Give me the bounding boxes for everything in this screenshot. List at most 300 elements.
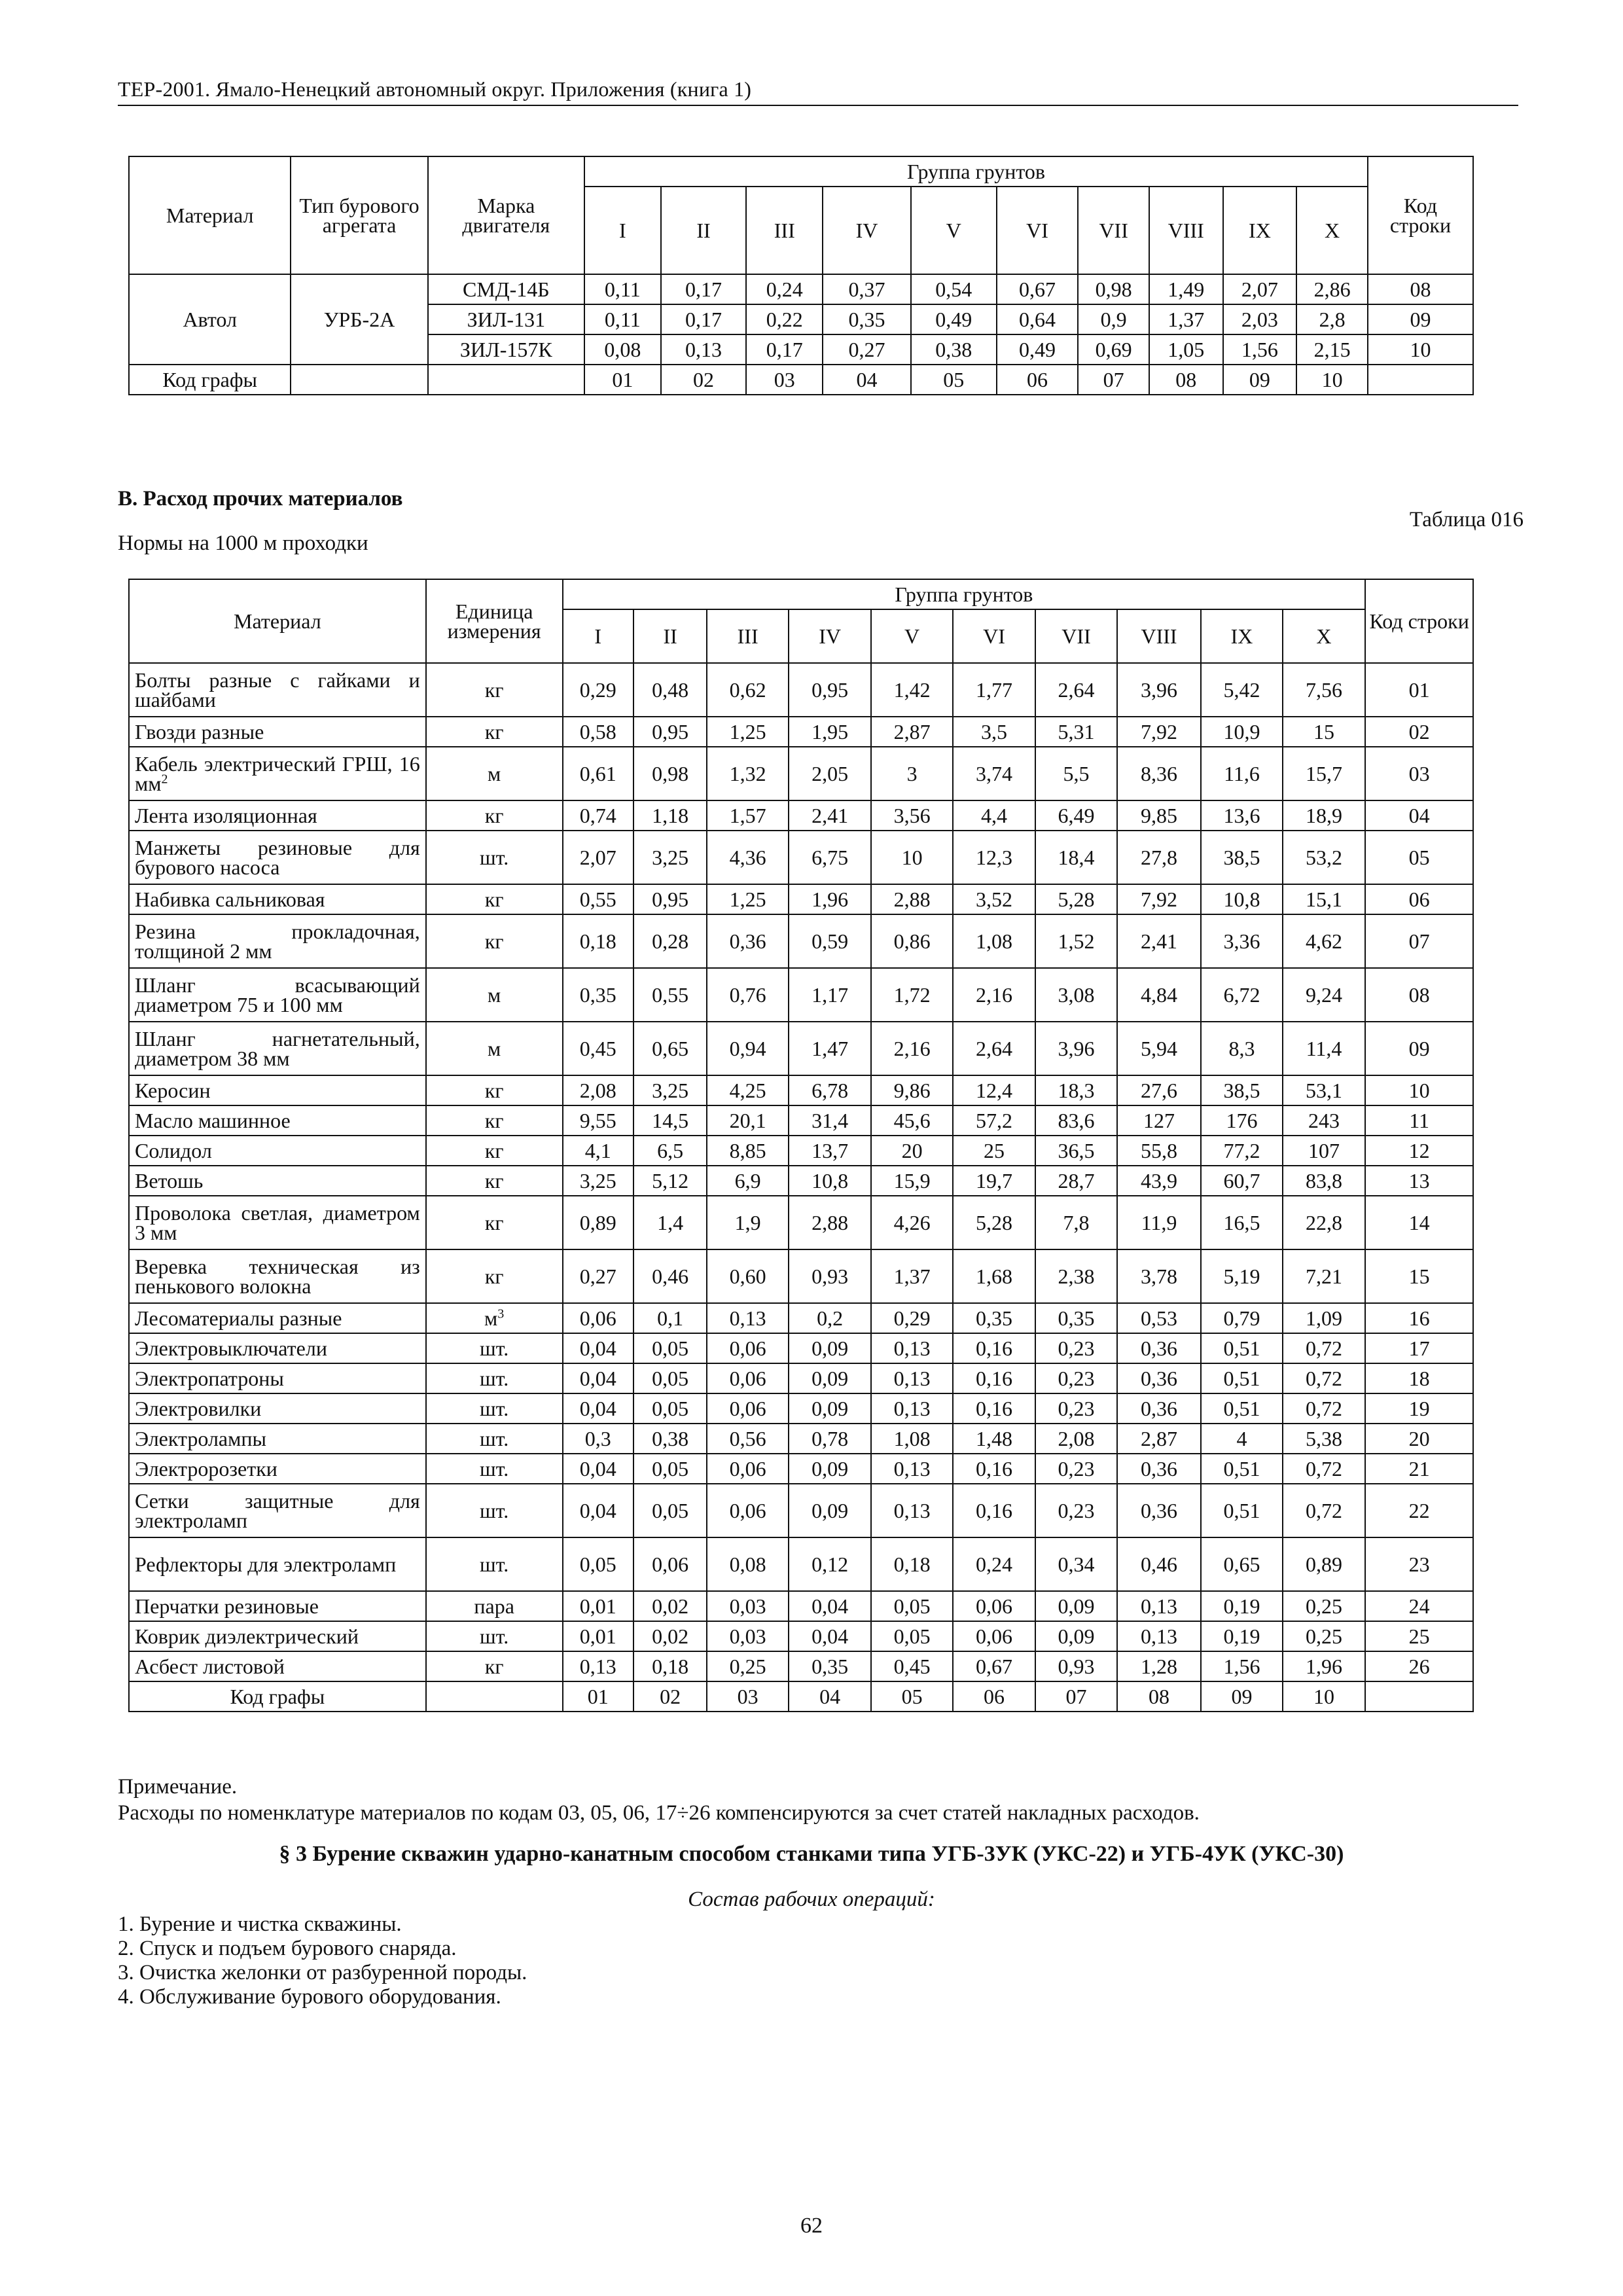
value-cell: 77,2 — [1201, 1136, 1282, 1166]
material-name-cell — [129, 1363, 426, 1393]
value-cell: 1,9 — [707, 1196, 788, 1249]
material-name: Электролампы — [135, 1427, 266, 1450]
column-code-cell: 02 — [633, 1681, 707, 1712]
column-code-cell: 04 — [823, 365, 911, 395]
material-name: Перчатки резиновые — [135, 1594, 319, 1618]
value-cell: 83,6 — [1035, 1105, 1116, 1136]
value-cell: 12,3 — [953, 831, 1035, 884]
value-cell: 0,12 — [789, 1537, 871, 1591]
value-cell: 0,01 — [563, 1591, 633, 1621]
table-row — [129, 1075, 1473, 1105]
value-cell: 5,28 — [1035, 884, 1116, 914]
unit-text: м — [488, 762, 501, 785]
material-name: Лесоматериалы разные — [135, 1306, 342, 1330]
value-cell: 0,51 — [1201, 1333, 1282, 1363]
group-6-header: VI — [997, 187, 1079, 274]
value-cell: 45,6 — [871, 1105, 952, 1136]
value-cell: 0,23 — [1035, 1363, 1116, 1393]
value-cell: 1,18 — [633, 800, 707, 831]
footer-label: Код графы — [129, 1681, 426, 1712]
material-name: Гвозди разные — [135, 720, 264, 744]
row-code-cell: 16 — [1365, 1303, 1473, 1333]
value-cell: 36,5 — [1035, 1136, 1116, 1166]
material-cell: Автол — [129, 274, 291, 365]
value-cell: 7,92 — [1117, 884, 1201, 914]
material-name: Электропатроны — [135, 1367, 284, 1390]
table-row — [129, 1393, 1473, 1424]
material-name: Электровыключатели — [135, 1336, 327, 1360]
row-code-cell: 14 — [1365, 1196, 1473, 1249]
table-row — [129, 1651, 1473, 1681]
value-cell: 1,47 — [789, 1022, 871, 1075]
group-3-header: III — [707, 609, 788, 663]
unit-text: кг — [484, 1109, 504, 1132]
table-row — [129, 1333, 1473, 1363]
table-row — [129, 1537, 1473, 1591]
row-code-cell: 03 — [1365, 747, 1473, 800]
material-name-cell — [129, 1454, 426, 1484]
value-cell: 0,74 — [563, 800, 633, 831]
value-cell: 0,61 — [563, 747, 633, 800]
unit-cell — [426, 884, 563, 914]
value-cell: 0,18 — [633, 1651, 707, 1681]
note-text: Расходы по номенклатуре материалов по кодам 03, 05, 06, 17÷26 компенсируются за счет статей накладных расходов. — [118, 1801, 1200, 1825]
value-cell: 0,08 — [707, 1537, 788, 1591]
value-cell: 0,36 — [1117, 1454, 1201, 1484]
row-code-cell: 13 — [1365, 1166, 1473, 1196]
row-code-cell: 08 — [1368, 274, 1473, 304]
column-code-cell: 04 — [789, 1681, 871, 1712]
value-cell: 0,06 — [707, 1393, 788, 1424]
table-row — [129, 1621, 1473, 1651]
value-cell: 18,4 — [1035, 831, 1116, 884]
column-code-cell: 06 — [953, 1681, 1035, 1712]
value-cell: 1,96 — [1283, 1651, 1366, 1681]
row-code-cell: 22 — [1365, 1484, 1473, 1537]
value-cell: 1,48 — [953, 1424, 1035, 1454]
value-cell: 0,13 — [563, 1651, 633, 1681]
col-code-header: Код строки — [1365, 579, 1473, 663]
value-cell: 0,06 — [707, 1454, 788, 1484]
value-cell: 0,36 — [1117, 1363, 1201, 1393]
group-2-header: II — [633, 609, 707, 663]
value-cell: 0,79 — [1201, 1303, 1282, 1333]
value-cell: 0,72 — [1283, 1454, 1366, 1484]
group-4-header: IV — [789, 609, 871, 663]
col-unit-type-header: Тип бурового агрегата — [291, 156, 427, 274]
value-cell: 11,4 — [1283, 1022, 1366, 1075]
value-cell: 31,4 — [789, 1105, 871, 1136]
value-cell: 2,15 — [1296, 334, 1368, 365]
material-name-cell — [129, 884, 426, 914]
value-cell: 0,46 — [1117, 1537, 1201, 1591]
value-cell: 0,05 — [633, 1333, 707, 1363]
value-cell: 0,65 — [633, 1022, 707, 1075]
value-cell: 0,05 — [633, 1363, 707, 1393]
column-code-cell: 03 — [707, 1681, 788, 1712]
unit-cell — [426, 831, 563, 884]
engine-cell: СМД-14Б — [428, 274, 584, 304]
value-cell: 0,48 — [633, 663, 707, 717]
group-5-header: V — [911, 187, 997, 274]
value-cell: 15 — [1283, 717, 1366, 747]
value-cell: 0,06 — [563, 1303, 633, 1333]
row-code-cell: 20 — [1365, 1424, 1473, 1454]
group-header: Группа грунтов — [563, 579, 1366, 609]
table-row — [129, 663, 1473, 717]
group-7-header: VII — [1078, 187, 1149, 274]
row-code-cell: 12 — [1365, 1136, 1473, 1166]
value-cell: 0,19 — [1201, 1621, 1282, 1651]
column-code-cell: 10 — [1296, 365, 1368, 395]
material-name-cell — [129, 1249, 426, 1303]
column-code-cell: 05 — [911, 365, 997, 395]
value-cell: 5,42 — [1201, 663, 1282, 717]
value-cell: 0,09 — [789, 1484, 871, 1537]
material-name: Кабель электрический ГРШ, 16 мм — [135, 752, 420, 795]
group-header: Группа грунтов — [584, 156, 1368, 187]
material-name: Шланг нагнетательный, диаметром 38 мм — [135, 1027, 420, 1070]
value-cell: 1,32 — [707, 747, 788, 800]
unit-text: м — [484, 1306, 498, 1330]
row-code-cell: 25 — [1365, 1621, 1473, 1651]
value-cell: 11,9 — [1117, 1196, 1201, 1249]
running-header: ТЕР-2001. Ямало-Ненецкий автономный округ. Приложения (книга 1) — [118, 77, 752, 101]
table-row — [129, 1166, 1473, 1196]
value-cell: 2,41 — [789, 800, 871, 831]
value-cell: 0,25 — [1283, 1591, 1366, 1621]
unit-cell — [426, 1166, 563, 1196]
value-cell: 7,21 — [1283, 1249, 1366, 1303]
value-cell: 3,74 — [953, 747, 1035, 800]
value-cell: 0,67 — [953, 1651, 1035, 1681]
material-name-cell — [129, 1591, 426, 1621]
value-cell: 6,72 — [1201, 968, 1282, 1022]
value-cell: 5,31 — [1035, 717, 1116, 747]
value-cell: 0,16 — [953, 1333, 1035, 1363]
value-cell: 0,13 — [661, 334, 747, 365]
value-cell: 9,85 — [1117, 800, 1201, 831]
col-code-header: Код строки — [1368, 156, 1473, 274]
value-cell: 0,69 — [1078, 334, 1149, 365]
value-cell: 0,13 — [707, 1303, 788, 1333]
value-cell: 83,8 — [1283, 1166, 1366, 1196]
unit-cell — [426, 717, 563, 747]
row-code-cell: 11 — [1365, 1105, 1473, 1136]
value-cell: 0,95 — [633, 717, 707, 747]
group-7-header: VII — [1035, 609, 1116, 663]
table-row — [129, 914, 1473, 968]
unit-cell — [426, 1022, 563, 1075]
value-cell: 0,13 — [1117, 1621, 1201, 1651]
value-cell: 0,62 — [707, 663, 788, 717]
row-code-cell: 08 — [1365, 968, 1473, 1022]
unit-cell — [426, 1651, 563, 1681]
value-cell: 0,95 — [633, 884, 707, 914]
group-1-header: I — [563, 609, 633, 663]
unit-cell — [426, 1303, 563, 1333]
value-cell: 1,28 — [1117, 1651, 1201, 1681]
unit-text: кг — [484, 888, 504, 911]
row-code-cell: 09 — [1365, 1022, 1473, 1075]
value-cell: 53,2 — [1283, 831, 1366, 884]
value-cell: 0,89 — [563, 1196, 633, 1249]
row-code-cell: 07 — [1365, 914, 1473, 968]
value-cell: 0,49 — [997, 334, 1079, 365]
footer-empty — [1365, 1681, 1473, 1712]
value-cell: 2,07 — [1223, 274, 1297, 304]
value-cell: 0,38 — [633, 1424, 707, 1454]
value-cell: 0,98 — [1078, 274, 1149, 304]
row-code-cell: 15 — [1365, 1249, 1473, 1303]
unit-cell — [426, 663, 563, 717]
value-cell: 6,9 — [707, 1166, 788, 1196]
material-name-cell — [129, 1303, 426, 1333]
value-cell: 0,03 — [707, 1621, 788, 1651]
engine-cell: ЗИЛ-157К — [428, 334, 584, 365]
value-cell: 2,87 — [1117, 1424, 1201, 1454]
unit-cell — [426, 1196, 563, 1249]
value-cell: 4 — [1201, 1424, 1282, 1454]
value-cell: 1,05 — [1149, 334, 1223, 365]
value-cell: 0,55 — [563, 884, 633, 914]
group-2-header: II — [661, 187, 747, 274]
value-cell: 0,49 — [911, 304, 997, 334]
value-cell: 0,72 — [1283, 1393, 1366, 1424]
value-cell: 0,23 — [1035, 1333, 1116, 1363]
material-name-cell — [129, 1393, 426, 1424]
value-cell: 0,55 — [633, 968, 707, 1022]
table-row — [129, 1591, 1473, 1621]
value-cell: 1,37 — [1149, 304, 1223, 334]
table-row — [129, 1105, 1473, 1136]
value-cell: 0,06 — [707, 1333, 788, 1363]
unit-cell — [426, 1591, 563, 1621]
material-name-cell — [129, 1651, 426, 1681]
material-name: Керосин — [135, 1079, 211, 1102]
group-1-header: I — [584, 187, 661, 274]
material-name-cell — [129, 1196, 426, 1249]
norms-caption: Нормы на 1000 м проходки — [118, 531, 368, 555]
value-cell: 0,04 — [563, 1484, 633, 1537]
footer-empty — [428, 365, 584, 395]
value-cell: 4,4 — [953, 800, 1035, 831]
value-cell: 5,38 — [1283, 1424, 1366, 1454]
value-cell: 28,7 — [1035, 1166, 1116, 1196]
value-cell: 0,23 — [1035, 1454, 1116, 1484]
value-cell: 0,2 — [789, 1303, 871, 1333]
row-code-cell: 01 — [1365, 663, 1473, 717]
value-cell: 0,93 — [1035, 1651, 1116, 1681]
value-cell: 0,35 — [1035, 1303, 1116, 1333]
value-cell: 2,03 — [1223, 304, 1297, 334]
value-cell: 6,78 — [789, 1075, 871, 1105]
value-cell: 107 — [1283, 1136, 1366, 1166]
value-cell: 15,7 — [1283, 747, 1366, 800]
value-cell: 0,13 — [871, 1363, 952, 1393]
value-cell: 6,5 — [633, 1136, 707, 1166]
operations-title: Состав рабочих операций: — [688, 1888, 935, 1911]
value-cell: 1,25 — [707, 884, 788, 914]
value-cell: 0,06 — [953, 1591, 1035, 1621]
value-cell: 25 — [953, 1136, 1035, 1166]
value-cell: 6,75 — [789, 831, 871, 884]
value-cell: 38,5 — [1201, 1075, 1282, 1105]
footer-empty — [426, 1681, 563, 1712]
value-cell: 176 — [1201, 1105, 1282, 1136]
material-name-cell — [129, 1105, 426, 1136]
unit-text: шт. — [480, 1397, 509, 1420]
value-cell: 5,5 — [1035, 747, 1116, 800]
value-cell: 0,45 — [871, 1651, 952, 1681]
value-cell: 7,92 — [1117, 717, 1201, 747]
unit-text: кг — [484, 1211, 504, 1234]
unit-text: кг — [484, 804, 504, 827]
value-cell: 3,96 — [1035, 1022, 1116, 1075]
value-cell: 0,18 — [871, 1537, 952, 1591]
value-cell: 10,9 — [1201, 717, 1282, 747]
value-cell: 60,7 — [1201, 1166, 1282, 1196]
material-name: Масло машинное — [135, 1109, 291, 1132]
value-cell: 3,78 — [1117, 1249, 1201, 1303]
value-cell: 8,85 — [707, 1136, 788, 1166]
superscript: 2 — [161, 772, 168, 787]
value-cell: 0,9 — [1078, 304, 1149, 334]
value-cell: 0,04 — [563, 1363, 633, 1393]
group-6-header: VI — [953, 609, 1035, 663]
material-name-cell — [129, 1022, 426, 1075]
operations-list — [118, 1912, 527, 2009]
value-cell: 0,13 — [871, 1393, 952, 1424]
value-cell: 0,72 — [1283, 1363, 1366, 1393]
material-name: Сетки защитные для электроламп — [135, 1489, 420, 1532]
row-code-cell: 19 — [1365, 1393, 1473, 1424]
header-rule — [118, 105, 1518, 106]
lubricant-table — [128, 156, 1474, 395]
value-cell: 0,27 — [823, 334, 911, 365]
unit-type-cell: УРБ-2А — [291, 274, 427, 365]
value-cell: 3 — [871, 747, 952, 800]
table-row — [129, 1363, 1473, 1393]
value-cell: 0,04 — [563, 1454, 633, 1484]
unit-cell — [426, 1484, 563, 1537]
material-name-cell — [129, 1621, 426, 1651]
value-cell: 0,16 — [953, 1454, 1035, 1484]
value-cell: 27,6 — [1117, 1075, 1201, 1105]
value-cell: 43,9 — [1117, 1166, 1201, 1196]
unit-cell — [426, 968, 563, 1022]
value-cell: 1,37 — [871, 1249, 952, 1303]
material-name: Лента изоляционная — [135, 804, 317, 827]
table-row — [129, 1303, 1473, 1333]
materials-table — [128, 579, 1474, 1712]
group-9-header: IX — [1201, 609, 1282, 663]
value-cell: 2,16 — [871, 1022, 952, 1075]
col-material-header: Материал — [129, 156, 291, 274]
value-cell: 5,12 — [633, 1166, 707, 1196]
material-name-cell — [129, 1136, 426, 1166]
note-label: Примечание. — [118, 1775, 238, 1799]
unit-cell — [426, 1075, 563, 1105]
value-cell: 0,53 — [1117, 1303, 1201, 1333]
value-cell: 0,13 — [1117, 1591, 1201, 1621]
value-cell: 0,09 — [789, 1333, 871, 1363]
value-cell: 5,94 — [1117, 1022, 1201, 1075]
table-row — [129, 1454, 1473, 1484]
material-name: Набивка сальниковая — [135, 888, 325, 911]
value-cell: 0,09 — [1035, 1591, 1116, 1621]
value-cell: 15,1 — [1283, 884, 1366, 914]
table-row — [129, 1484, 1473, 1537]
value-cell: 2,41 — [1117, 914, 1201, 968]
unit-text: кг — [484, 1169, 504, 1193]
value-cell: 0,95 — [789, 663, 871, 717]
unit-text: м — [488, 1037, 501, 1060]
column-code-cell: 03 — [746, 365, 823, 395]
value-cell: 0,38 — [911, 334, 997, 365]
operation-item: 3. Очистка желонки от разбуренной породы. — [118, 1961, 527, 1984]
value-cell: 9,86 — [871, 1075, 952, 1105]
value-cell: 0,08 — [584, 334, 661, 365]
value-cell: 16,5 — [1201, 1196, 1282, 1249]
unit-text: кг — [484, 929, 504, 953]
value-cell: 4,26 — [871, 1196, 952, 1249]
value-cell: 4,36 — [707, 831, 788, 884]
value-cell: 3,5 — [953, 717, 1035, 747]
value-cell: 0,51 — [1201, 1454, 1282, 1484]
material-name-cell — [129, 968, 426, 1022]
footer-label: Код графы — [129, 365, 291, 395]
value-cell: 4,25 — [707, 1075, 788, 1105]
value-cell: 0,09 — [789, 1363, 871, 1393]
value-cell: 0,28 — [633, 914, 707, 968]
value-cell: 8,3 — [1201, 1022, 1282, 1075]
value-cell: 0,16 — [953, 1393, 1035, 1424]
value-cell: 57,2 — [953, 1105, 1035, 1136]
unit-text: шт. — [480, 1457, 509, 1480]
value-cell: 1,57 — [707, 800, 788, 831]
material-name: Асбест листовой — [135, 1655, 285, 1678]
unit-text: шт. — [480, 1427, 509, 1450]
material-name: Солидол — [135, 1139, 212, 1162]
value-cell: 0,29 — [563, 663, 633, 717]
unit-text: пара — [474, 1594, 514, 1618]
material-name-cell — [129, 831, 426, 884]
value-cell: 0,65 — [1201, 1537, 1282, 1591]
value-cell: 2,88 — [789, 1196, 871, 1249]
material-name-cell — [129, 1537, 426, 1591]
value-cell: 0,36 — [1117, 1484, 1201, 1537]
value-cell: 1,09 — [1283, 1303, 1366, 1333]
value-cell: 0,51 — [1201, 1363, 1282, 1393]
column-code-cell: 09 — [1223, 365, 1297, 395]
value-cell: 1,17 — [789, 968, 871, 1022]
value-cell: 1,08 — [871, 1424, 952, 1454]
footer-empty — [1368, 365, 1473, 395]
table-row — [129, 747, 1473, 800]
value-cell: 0,3 — [563, 1424, 633, 1454]
value-cell: 0,05 — [871, 1591, 952, 1621]
operation-item: 4. Обслуживание бурового оборудования. — [118, 1985, 501, 2009]
group-8-header: VIII — [1117, 609, 1201, 663]
table-row — [129, 884, 1473, 914]
value-cell: 2,38 — [1035, 1249, 1116, 1303]
value-cell: 18,3 — [1035, 1075, 1116, 1105]
value-cell: 0,27 — [563, 1249, 633, 1303]
material-name: Веревка техническая из пенькового волокна — [135, 1255, 420, 1298]
page-number: 62 — [800, 2214, 823, 2238]
value-cell: 3,25 — [563, 1166, 633, 1196]
